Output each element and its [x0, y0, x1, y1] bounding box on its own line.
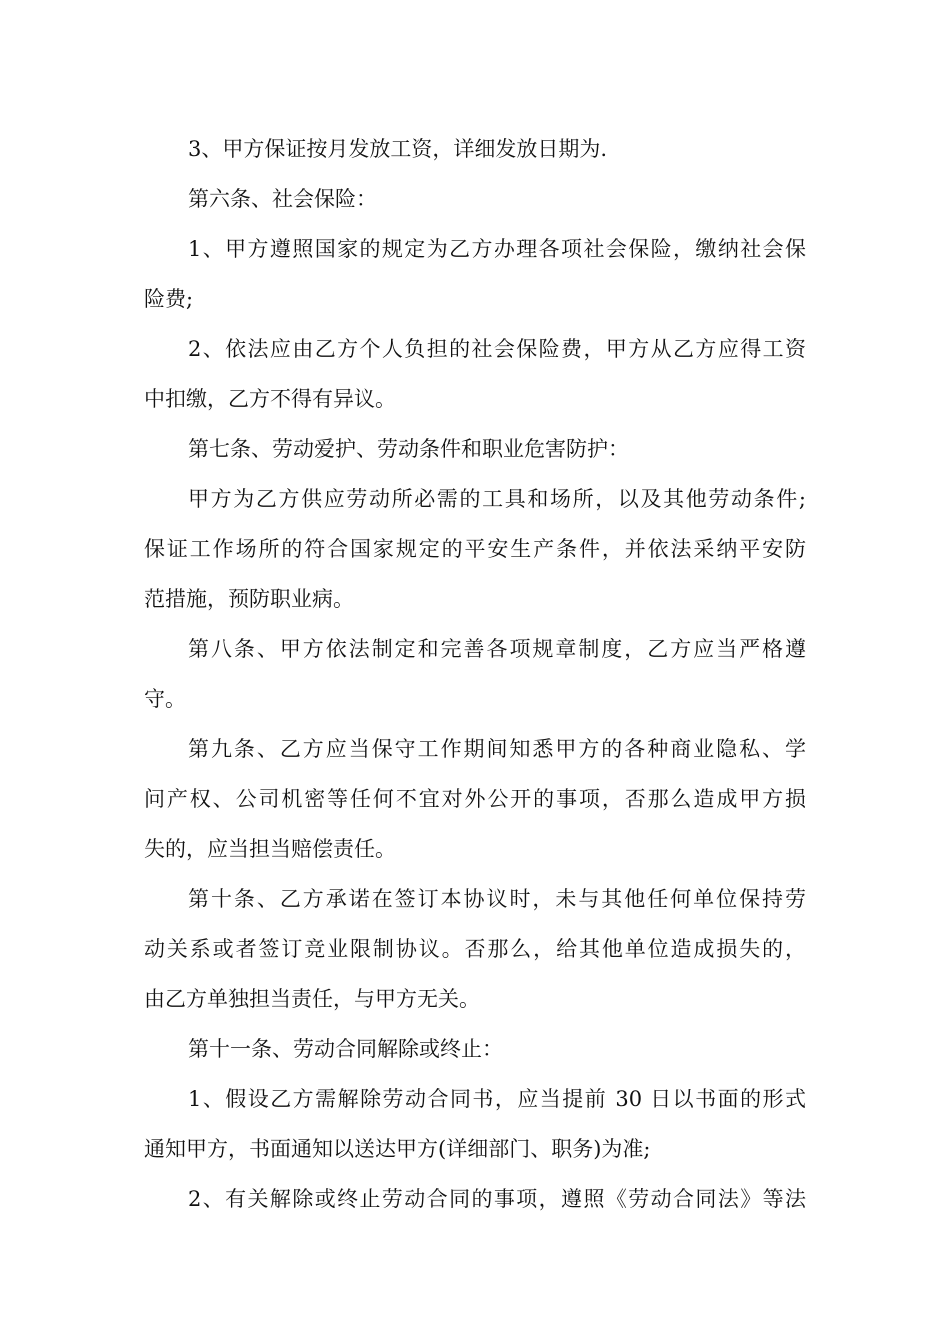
section-heading: 第六条、社会保险：	[188, 187, 377, 211]
text-line: 由乙方单独担当责任，与甲方无关。	[144, 987, 480, 1011]
text-line: 2、依法应由乙方个人负担的社会保险费，甲方从乙方应得工资	[188, 337, 806, 361]
text-line: 3、甲方保证按月发放工资，详细发放日期为.	[188, 137, 608, 161]
text-line: 通知甲方，书面通知以送达甲方(详细部门、职务)为准;	[144, 1137, 651, 1161]
text-line: 甲方为乙方供应劳动所必需的工具和场所，以及其他劳动条件;	[188, 487, 806, 511]
text-line: 2、有关解除或终止劳动合同的事项，遵照《劳动合同法》等法	[188, 1187, 806, 1211]
section-heading: 第七条、劳动爱护、劳动条件和职业危害防护：	[188, 437, 629, 461]
text-line: 中扣缴，乙方不得有异议。	[144, 387, 396, 411]
section-heading: 第十一条、劳动合同解除或终止：	[188, 1037, 503, 1061]
text-line: 第九条、乙方应当保守工作期间知悉甲方的各种商业隐私、学	[188, 737, 806, 761]
text-line: 范措施，预防职业病。	[144, 587, 354, 611]
text-line: 1、甲方遵照国家的规定为乙方办理各项社会保险，缴纳社会保	[188, 237, 806, 261]
text-line: 保证工作场所的符合国家规定的平安生产条件，并依法采纳平安防	[144, 537, 806, 561]
text-line: 动关系或者签订竞业限制协议。否那么，给其他单位造成损失的，	[144, 937, 806, 961]
text-line: 第十条、乙方承诺在签订本协议时，未与其他任何单位保持劳	[188, 887, 806, 911]
text-line: 守。	[144, 687, 186, 711]
text-line: 失的，应当担当赔偿责任。	[144, 837, 396, 861]
text-line: 第八条、甲方依法制定和完善各项规章制度，乙方应当严格遵	[188, 637, 806, 661]
document-body	[144, 124, 806, 1224]
text-line: 1、假设乙方需解除劳动合同书，应当提前 30 日以书面的形式	[188, 1087, 806, 1111]
text-line: 险费;	[144, 287, 194, 311]
text-line: 问产权、公司机密等任何不宜对外公开的事项，否那么造成甲方损	[144, 787, 806, 811]
